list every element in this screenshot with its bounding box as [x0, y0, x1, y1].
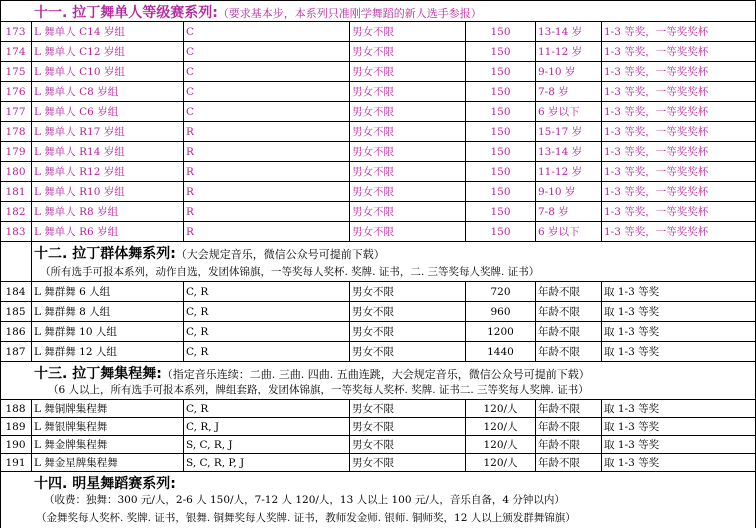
row-number: 182 — [0, 202, 32, 221]
age-range: 年龄不限 — [536, 400, 602, 417]
row-number: 191 — [0, 454, 32, 471]
table-row — [0, 302, 756, 322]
section-11-title-text: 十一. 拉丁舞单人等级赛系列: — [34, 5, 218, 21]
table-row — [0, 222, 756, 242]
section-12-header — [0, 242, 756, 282]
table-row — [0, 418, 756, 436]
award-info: 取 1-3 等奖 — [604, 403, 660, 415]
gender-limit: 男女不限 — [350, 342, 466, 361]
table-row — [0, 82, 756, 102]
row-number: 177 — [0, 102, 32, 121]
age-range: 13-14 岁 — [536, 142, 602, 161]
row-number: 174 — [0, 42, 32, 61]
age-range: 15-17 岁 — [536, 122, 602, 141]
age-range: 年龄不限 — [536, 322, 602, 341]
row-number: 185 — [0, 302, 32, 321]
entry-fee: 120/人 — [466, 418, 536, 435]
dance-codes: R — [184, 122, 350, 141]
event-name: L 舞单人 R10 岁组 — [32, 182, 184, 201]
table-row — [0, 122, 756, 142]
section-12-subtitle: （大会规定音乐，微信公众号可提前下载） — [175, 248, 385, 261]
entry-fee: 150 — [466, 42, 536, 61]
award-info: 1-3 等奖，一等奖奖杯 — [604, 26, 709, 38]
entry-fee: 150 — [466, 22, 536, 41]
table-left-border — [0, 0, 1, 528]
section-14-fee-note: （收费：独舞：300 元/人，2-6 人 150/人，7-12 人 120/人，13 人以上 100 元/人，音乐自备，4 分钟以内） — [44, 494, 565, 506]
event-name: L 舞铜牌集程舞 — [32, 400, 184, 417]
gender-limit: 男女不限 — [350, 454, 466, 471]
event-name: L 舞单人 R14 岁组 — [32, 142, 184, 161]
section-13-header — [0, 362, 756, 400]
event-name: L 舞金牌集程舞 — [32, 436, 184, 453]
award-info: 取 1-3 等奖 — [604, 457, 660, 469]
section-11-subtitle: （要求基本步，本系列只准刚学舞蹈的新人选手参报） — [217, 7, 482, 20]
row-number: 188 — [0, 400, 32, 417]
age-range: 9-10 岁 — [536, 182, 602, 201]
gender-limit: 男女不限 — [350, 42, 466, 61]
dance-codes: C — [184, 62, 350, 81]
entry-fee: 1440 — [466, 342, 536, 361]
award-info: 取 1-3 等奖 — [604, 286, 660, 298]
section-12-title — [34, 243, 385, 263]
age-range: 7-8 岁 — [536, 202, 602, 221]
award-info: 1-3 等奖，一等奖奖杯 — [604, 186, 709, 198]
table-row — [0, 342, 756, 362]
award-info: 1-3 等奖，一等奖奖杯 — [604, 166, 709, 178]
dance-codes: C, R — [184, 302, 350, 321]
dance-codes: S, C, R, J — [184, 436, 350, 453]
dance-codes: R — [184, 142, 350, 161]
gender-limit: 男女不限 — [350, 162, 466, 181]
entry-fee: 720 — [466, 282, 536, 301]
age-range: 11-12 岁 — [536, 162, 602, 181]
section-14-award-note: （金舞奖每人奖杯. 奖牌. 证书，银舞. 铜舞奖每人奖牌. 证书，教师发金师. 银师. 铜师奖，12 人以上颁发群舞锦旗） — [36, 512, 576, 524]
entry-fee: 150 — [466, 202, 536, 221]
entry-fee: 150 — [466, 82, 536, 101]
gender-limit: 男女不限 — [350, 102, 466, 121]
gender-limit: 男女不限 — [350, 400, 466, 417]
event-name: L 舞单人 C12 岁组 — [32, 42, 184, 61]
age-range: 11-12 岁 — [536, 42, 602, 61]
section-12-num-cell — [0, 242, 32, 281]
age-range: 13-14 岁 — [536, 22, 602, 41]
dance-codes: R — [184, 182, 350, 201]
gender-limit: 男女不限 — [350, 142, 466, 161]
row-number: 186 — [0, 322, 32, 341]
entry-fee: 150 — [466, 182, 536, 201]
row-number: 176 — [0, 82, 32, 101]
age-range: 9-10 岁 — [536, 62, 602, 81]
row-number: 178 — [0, 122, 32, 141]
event-name: L 舞群舞 6 人组 — [32, 282, 184, 301]
table-row — [0, 22, 756, 42]
table-row — [0, 454, 756, 472]
gender-limit: 男女不限 — [350, 322, 466, 341]
row-number: 183 — [0, 222, 32, 241]
table-row — [0, 202, 756, 222]
award-info: 1-3 等奖，一等奖奖杯 — [604, 226, 709, 238]
row-number: 190 — [0, 436, 32, 453]
dance-codes: R — [184, 202, 350, 221]
event-name: L 舞单人 R17 岁组 — [32, 122, 184, 141]
dance-codes: C, R — [184, 342, 350, 361]
award-info: 取 1-3 等奖 — [604, 421, 660, 433]
gender-limit: 男女不限 — [350, 182, 466, 201]
section-11-header — [0, 0, 756, 22]
event-name: L 舞群舞 8 人组 — [32, 302, 184, 321]
gender-limit: 男女不限 — [350, 282, 466, 301]
table-row — [0, 400, 756, 418]
dance-codes: C, R — [184, 282, 350, 301]
section-13-title — [34, 363, 590, 383]
section-12-note: （所有选手可报本系列，动作自选，发团体锦旗，一等奖每人奖杯. 奖牌. 证书，二. 三等奖每人奖牌. 证书） — [40, 266, 540, 278]
age-range: 年龄不限 — [536, 454, 602, 471]
row-number: 179 — [0, 142, 32, 161]
event-name: L 舞银牌集程舞 — [32, 418, 184, 435]
entry-fee: 150 — [466, 222, 536, 241]
entry-fee: 120/人 — [466, 454, 536, 471]
table-row — [0, 436, 756, 454]
event-name: L 舞单人 R8 岁组 — [32, 202, 184, 221]
row-number: 189 — [0, 418, 32, 435]
event-name: L 舞单人 R12 岁组 — [32, 162, 184, 181]
age-range: 6 岁以下 — [536, 222, 602, 241]
row-number: 184 — [0, 282, 32, 301]
event-name: L 舞单人 C8 岁组 — [32, 82, 184, 101]
award-info: 1-3 等奖，一等奖奖杯 — [604, 106, 709, 118]
dance-codes: C — [184, 22, 350, 41]
entry-fee: 150 — [466, 62, 536, 81]
event-name: L 舞单人 C6 岁组 — [32, 102, 184, 121]
gender-limit: 男女不限 — [350, 22, 466, 41]
dance-codes: C, R — [184, 400, 350, 417]
award-info: 1-3 等奖，一等奖奖杯 — [604, 126, 709, 138]
age-range: 7-8 岁 — [536, 82, 602, 101]
gender-limit: 男女不限 — [350, 82, 466, 101]
award-info: 取 1-3 等奖 — [604, 346, 660, 358]
award-info: 1-3 等奖，一等奖奖杯 — [604, 46, 709, 58]
dance-codes: C — [184, 82, 350, 101]
section-11-title — [34, 2, 482, 22]
award-info: 取 1-3 等奖 — [604, 326, 660, 338]
age-range: 年龄不限 — [536, 418, 602, 435]
event-name: L 舞群舞 10 人组 — [32, 322, 184, 341]
row-number: 187 — [0, 342, 32, 361]
dance-codes: C — [184, 42, 350, 61]
row-number: 173 — [0, 22, 32, 41]
table-row — [0, 282, 756, 302]
award-info: 1-3 等奖，一等奖奖杯 — [604, 146, 709, 158]
section-13-subtitle: （指定音乐连续：二曲. 三曲. 四曲. 五曲连跳，大会规定音乐，微信公众号可提前下载） — [161, 368, 590, 381]
event-name: L 舞单人 C14 岁组 — [32, 22, 184, 41]
entry-fee: 960 — [466, 302, 536, 321]
gender-limit: 男女不限 — [350, 122, 466, 141]
gender-limit: 男女不限 — [350, 62, 466, 81]
section-13-note: （6 人以上，所有选手可报本系列，牌组套路，发团体锦旗，一等奖每人奖杯. 奖牌. 证书二. 三等奖每人奖牌. 证书） — [48, 384, 589, 396]
award-info: 1-3 等奖，一等奖奖杯 — [604, 66, 709, 78]
event-name: L 舞群舞 12 人组 — [32, 342, 184, 361]
entry-fee: 120/人 — [466, 436, 536, 453]
table-row — [0, 62, 756, 82]
dance-codes: C, R — [184, 322, 350, 341]
age-range: 年龄不限 — [536, 302, 602, 321]
gender-limit: 男女不限 — [350, 436, 466, 453]
table-row — [0, 102, 756, 122]
event-name: L 舞单人 R6 岁组 — [32, 222, 184, 241]
table-row — [0, 162, 756, 182]
entry-fee: 150 — [466, 162, 536, 181]
gender-limit: 男女不限 — [350, 418, 466, 435]
table-row — [0, 42, 756, 62]
award-info: 1-3 等奖，一等奖奖杯 — [604, 86, 709, 98]
event-name: L 舞单人 C10 岁组 — [32, 62, 184, 81]
table-row — [0, 142, 756, 162]
entry-fee: 1200 — [466, 322, 536, 341]
row-number: 181 — [0, 182, 32, 201]
award-info: 取 1-3 等奖 — [604, 439, 660, 451]
gender-limit: 男女不限 — [350, 202, 466, 221]
table-row — [0, 182, 756, 202]
gender-limit: 男女不限 — [350, 222, 466, 241]
dance-codes: S, C, R, P, J — [184, 454, 350, 471]
row-number: 180 — [0, 162, 32, 181]
section-14-block — [0, 472, 756, 528]
section-12-title-text: 十二. 拉丁群体舞系列: — [34, 246, 176, 262]
age-range: 年龄不限 — [536, 282, 602, 301]
age-range: 年龄不限 — [536, 342, 602, 361]
entry-fee: 150 — [466, 102, 536, 121]
dance-codes: C, R, J — [184, 418, 350, 435]
award-info: 1-3 等奖，一等奖奖杯 — [604, 206, 709, 218]
dance-codes: R — [184, 222, 350, 241]
entry-fee: 150 — [466, 142, 536, 161]
dance-codes: C — [184, 102, 350, 121]
row-number: 175 — [0, 62, 32, 81]
entry-fee: 120/人 — [466, 400, 536, 417]
entry-fee: 150 — [466, 122, 536, 141]
section-13-title-text: 十三. 拉丁舞集程舞: — [34, 366, 162, 382]
section-14-title: 十四. 明星舞蹈赛系列: — [34, 476, 176, 492]
award-info: 取 1-3 等奖 — [604, 306, 660, 318]
age-range: 6 岁以下 — [536, 102, 602, 121]
event-name: L 舞金星牌集程舞 — [32, 454, 184, 471]
dance-codes: R — [184, 162, 350, 181]
gender-limit: 男女不限 — [350, 302, 466, 321]
table-row — [0, 322, 756, 342]
age-range: 年龄不限 — [536, 436, 602, 453]
